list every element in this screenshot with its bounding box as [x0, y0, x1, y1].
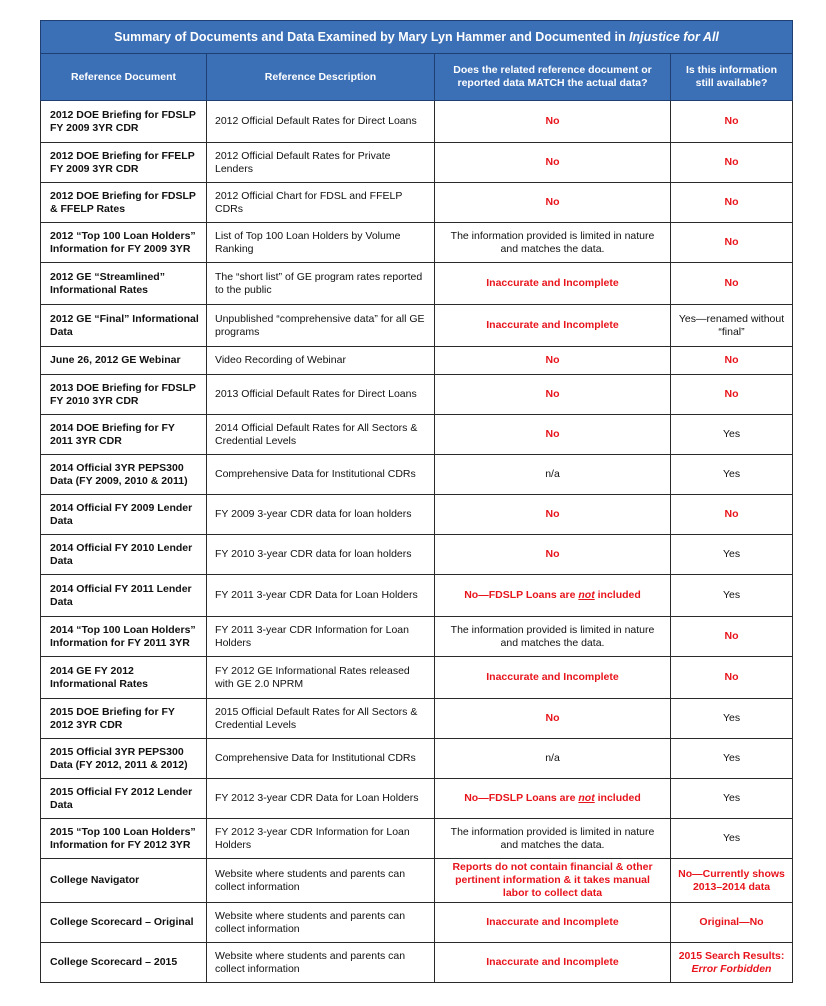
cell-reference-description: 2015 Official Default Rates for All Sectors & Credential Levels: [207, 699, 435, 739]
cell-reference-document: 2014 Official FY 2010 Lender Data: [41, 535, 207, 575]
cell-match: The information provided is limited in nature and matches the data.: [435, 819, 671, 859]
cell-available: Yes: [671, 575, 793, 617]
cell-reference-document: 2014 GE FY 2012 Informational Rates: [41, 657, 207, 699]
cell-match: No: [435, 415, 671, 455]
cell-match: Inaccurate and Incomplete: [435, 263, 671, 305]
cell-match: No: [435, 143, 671, 183]
cell-available: Original—No: [671, 903, 793, 943]
cell-reference-document: 2015 Official FY 2012 Lender Data: [41, 779, 207, 819]
table-row: [41, 495, 793, 535]
cell-reference-document: 2012 GE “Final” Informational Data: [41, 305, 207, 347]
cell-reference-description: Website where students and parents can collect information: [207, 943, 435, 983]
table-row: [41, 819, 793, 859]
cell-reference-document: 2014 Official FY 2009 Lender Data: [41, 495, 207, 535]
cell-available: Yes: [671, 455, 793, 495]
cell-match: Inaccurate and Incomplete: [435, 903, 671, 943]
header-available: Is this information still available?: [671, 54, 793, 101]
table-row: [41, 263, 793, 305]
cell-available: Yes: [671, 779, 793, 819]
cell-reference-document: June 26, 2012 GE Webinar: [41, 347, 207, 375]
cell-reference-document: 2015 DOE Briefing for FY 2012 3YR CDR: [41, 699, 207, 739]
cell-match: Reports do not contain financial & other pertinent information & it takes manual labor to collect data: [435, 859, 671, 903]
cell-available: No: [671, 263, 793, 305]
cell-reference-document: 2013 DOE Briefing for FDSLP FY 2010 3YR CDR: [41, 375, 207, 415]
cell-reference-description: FY 2012 3-year CDR Data for Loan Holders: [207, 779, 435, 819]
cell-match: Inaccurate and Incomplete: [435, 657, 671, 699]
cell-match: No: [435, 699, 671, 739]
cell-match: The information provided is limited in nature and matches the data.: [435, 617, 671, 657]
table-row: [41, 305, 793, 347]
cell-match: No: [435, 375, 671, 415]
header-match: Does the related reference document or reported data MATCH the actual data?: [435, 54, 671, 101]
cell-match: No: [435, 347, 671, 375]
cell-available: 2015 Search Results: Error Forbidden: [671, 943, 793, 983]
table-row: [41, 375, 793, 415]
cell-reference-document: 2015 “Top 100 Loan Holders” Information for FY 2012 3YR: [41, 819, 207, 859]
cell-available: Yes: [671, 535, 793, 575]
table-row: [41, 739, 793, 779]
cell-available: Yes: [671, 699, 793, 739]
cell-match: Inaccurate and Incomplete: [435, 305, 671, 347]
emphasis-not: not: [578, 792, 595, 804]
emphasis-not: not: [578, 589, 595, 601]
table-row: [41, 903, 793, 943]
cell-reference-description: 2012 Official Default Rates for Private Lenders: [207, 143, 435, 183]
cell-match: No: [435, 535, 671, 575]
table-row: [41, 183, 793, 223]
cell-reference-document: 2012 “Top 100 Loan Holders” Information for FY 2009 3YR: [41, 223, 207, 263]
cell-reference-description: FY 2012 3-year CDR Information for Loan Holders: [207, 819, 435, 859]
table-row: [41, 617, 793, 657]
table-row: [41, 859, 793, 903]
table-row: [41, 699, 793, 739]
table-header-row: [41, 54, 793, 101]
cell-reference-description: Website where students and parents can collect information: [207, 903, 435, 943]
cell-available: Yes: [671, 819, 793, 859]
cell-available: No: [671, 223, 793, 263]
cell-reference-document: 2012 DOE Briefing for FDSLP & FFELP Rates: [41, 183, 207, 223]
table-title: Summary of Documents and Data Examined by Mary Lyn Hammer and Documented in Injustice for All: [41, 21, 793, 54]
cell-match: No—FDSLP Loans are not included: [435, 779, 671, 819]
cell-available: No—Currently shows 2013–2014 data: [671, 859, 793, 903]
table-row: [41, 943, 793, 983]
cell-reference-description: FY 2009 3-year CDR data for loan holders: [207, 495, 435, 535]
cell-available: No: [671, 143, 793, 183]
cell-match: n/a: [435, 455, 671, 495]
cell-available: No: [671, 495, 793, 535]
table-row: [41, 535, 793, 575]
cell-reference-description: Website where students and parents can collect information: [207, 859, 435, 903]
table-row: [41, 143, 793, 183]
cell-reference-document: College Scorecard – 2015: [41, 943, 207, 983]
cell-reference-description: 2012 Official Default Rates for Direct Loans: [207, 101, 435, 143]
cell-reference-description: FY 2011 3-year CDR Data for Loan Holders: [207, 575, 435, 617]
table-row: [41, 223, 793, 263]
cell-reference-description: FY 2011 3-year CDR Information for Loan Holders: [207, 617, 435, 657]
table-row: [41, 455, 793, 495]
cell-match: No—FDSLP Loans are not included: [435, 575, 671, 617]
cell-match: Inaccurate and Incomplete: [435, 943, 671, 983]
cell-reference-description: 2013 Official Default Rates for Direct Loans: [207, 375, 435, 415]
header-reference-document: Reference Document: [41, 54, 207, 101]
cell-available: No: [671, 657, 793, 699]
table-row: [41, 575, 793, 617]
table-title-italic: Injustice for All: [629, 29, 719, 44]
cell-reference-document: 2012 GE “Streamlined” Informational Rates: [41, 263, 207, 305]
cell-match: No: [435, 495, 671, 535]
cell-reference-description: Comprehensive Data for Institutional CDRs: [207, 455, 435, 495]
cell-match: The information provided is limited in nature and matches the data.: [435, 223, 671, 263]
table-row: [41, 657, 793, 699]
cell-reference-description: Video Recording of Webinar: [207, 347, 435, 375]
cell-available: No: [671, 183, 793, 223]
table-row: [41, 101, 793, 143]
cell-reference-description: FY 2012 GE Informational Rates released with GE 2.0 NPRM: [207, 657, 435, 699]
cell-available: No: [671, 101, 793, 143]
cell-reference-document: 2014 “Top 100 Loan Holders” Information for FY 2011 3YR: [41, 617, 207, 657]
cell-available: No: [671, 347, 793, 375]
cell-reference-document: 2012 DOE Briefing for FFELP FY 2009 3YR CDR: [41, 143, 207, 183]
cell-reference-description: 2012 Official Chart for FDSL and FFELP CDRs: [207, 183, 435, 223]
cell-reference-description: FY 2010 3-year CDR data for loan holders: [207, 535, 435, 575]
cell-reference-description: The “short list” of GE program rates reported to the public: [207, 263, 435, 305]
cell-available: No: [671, 375, 793, 415]
cell-match: No: [435, 101, 671, 143]
cell-available: Yes—renamed without “final”: [671, 305, 793, 347]
cell-reference-document: 2014 Official 3YR PEPS300 Data (FY 2009, 2010 & 2011): [41, 455, 207, 495]
summary-table: [40, 20, 793, 983]
table-title-row: [41, 21, 793, 54]
table-row: [41, 347, 793, 375]
cell-reference-document: 2015 Official 3YR PEPS300 Data (FY 2012, 2011 & 2012): [41, 739, 207, 779]
cell-available: Yes: [671, 739, 793, 779]
cell-match: No: [435, 183, 671, 223]
table-row: [41, 415, 793, 455]
cell-match: n/a: [435, 739, 671, 779]
cell-available: Yes: [671, 415, 793, 455]
cell-reference-document: College Navigator: [41, 859, 207, 903]
cell-reference-description: List of Top 100 Loan Holders by Volume Ranking: [207, 223, 435, 263]
cell-available: No: [671, 617, 793, 657]
cell-reference-description: Comprehensive Data for Institutional CDRs: [207, 739, 435, 779]
cell-reference-document: 2014 DOE Briefing for FY 2011 3YR CDR: [41, 415, 207, 455]
cell-reference-description: Unpublished “comprehensive data” for all GE programs: [207, 305, 435, 347]
cell-reference-document: College Scorecard – Original: [41, 903, 207, 943]
cell-reference-document: 2014 Official FY 2011 Lender Data: [41, 575, 207, 617]
header-reference-description: Reference Description: [207, 54, 435, 101]
cell-reference-description: 2014 Official Default Rates for All Sectors & Credential Levels: [207, 415, 435, 455]
table-row: [41, 779, 793, 819]
cell-reference-document: 2012 DOE Briefing for FDSLP FY 2009 3YR CDR: [41, 101, 207, 143]
